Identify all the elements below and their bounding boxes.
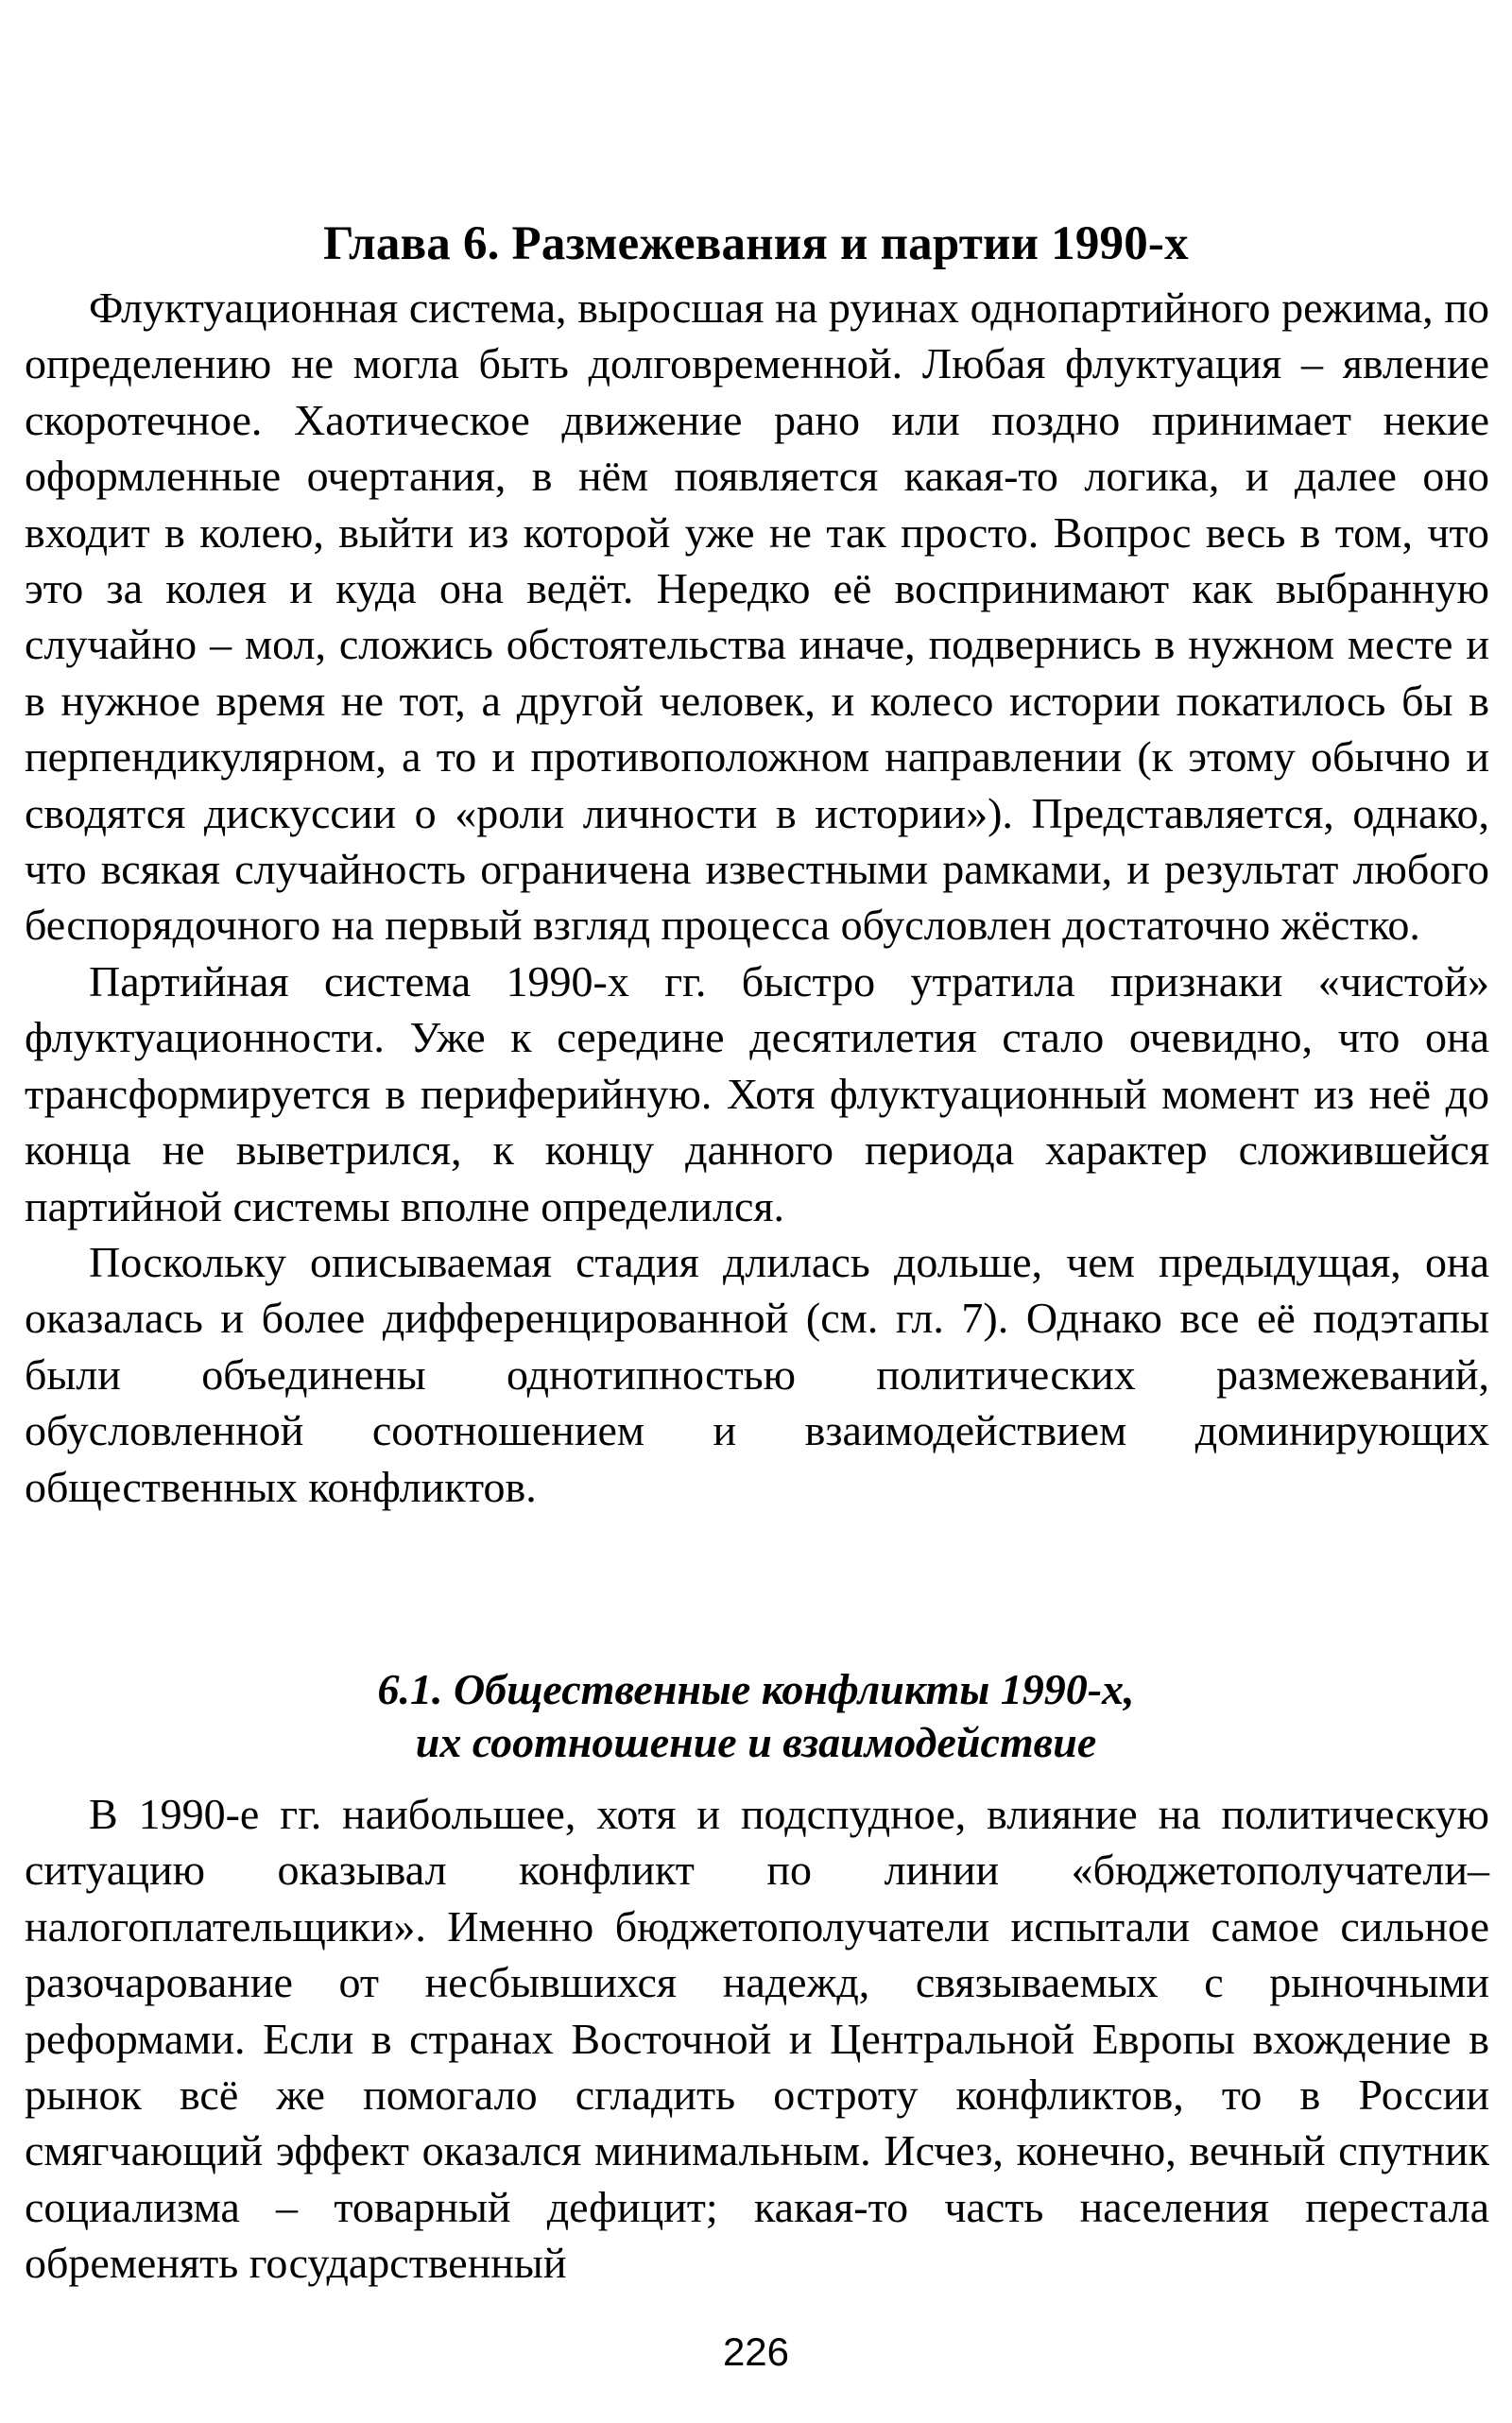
page-number: 226 xyxy=(722,2329,790,2374)
paragraph: Флуктуационная система, выросшая на руинах однопартийного режима, по определению не могла быть долговременной. Любая флуктуация – явление скоротечное. Хаотическое движение рано или поздно принимает некие оформленные очертания, в нём появляется какая-то логика, и далее оно входит в колею, выйти из которой уже не так просто. Вопрос весь в том, что это за колея и куда она ведёт. Нередко её воспринимают как выбранную случайно – мол, сложись обстоятельства иначе, подвернись в нужном месте и в нужное время не тот, а другой человек, и колесо истории покатилось бы в перпендикулярном, а то и противоположном направлении (к этому обычно и сводятся дискуссии о «роли личности в истории»). Представляется, однако, что всякая случайность ограничена известными рамками, и результат любого беспорядочного на первый взгляд процесса обусловлен достаточно жёстко. xyxy=(25,284,1489,950)
body-text-part2 xyxy=(25,1786,1489,2292)
paragraph: Поскольку описываемая стадия длилась дольше, чем предыдущая, она оказалась и более дифференцированной (см. гл. 7). Однако все её подэтапы были объединены однотипностью политических размежеваний, обусловленной соотношением и взаимодействием доминирующих общественных конфликтов. xyxy=(25,1237,1489,1511)
chapter-title: Глава 6. Размежевания и партии 1990-х xyxy=(323,217,1189,270)
section-heading-line1: 6.1. Общественные конфликты 1990-х, xyxy=(377,1665,1135,1713)
body-text-part1 xyxy=(25,280,1489,1515)
paragraph: Партийная система 1990-х гг. быстро утратила признаки «чистой» флуктуационности. Уже к середине десятилетия стало очевидно, что она трансформируется в периферийную. Хотя флуктуационный момент из неё до конца не выветрился, к концу данного периода характер сложившейся партийной системы вполне определился. xyxy=(25,956,1489,1230)
section-heading-line2: их соотношение и взаимодействие xyxy=(415,1718,1097,1766)
section-heading xyxy=(0,1663,1512,1769)
paragraph: В 1990-е гг. наибольшее, хотя и подспудное, влияние на политическую ситуацию оказывал конфликт по линии «бюджетополучатели–налогоплательщики». Именно бюджетополучатели испытали самое сильное разочарование от несбывшихся надежд, связываемых с рыночными реформами. Если в странах Восточной и Центральной Европы вхождение в рынок всё же помогало сгладить остроту конфликтов, то в России смягчающий эффект оказался минимальным. Исчез, конечно, вечный спутник социализма – товарный дефицит; какая-то часть населения перестала обременять государственный xyxy=(25,1790,1489,2288)
